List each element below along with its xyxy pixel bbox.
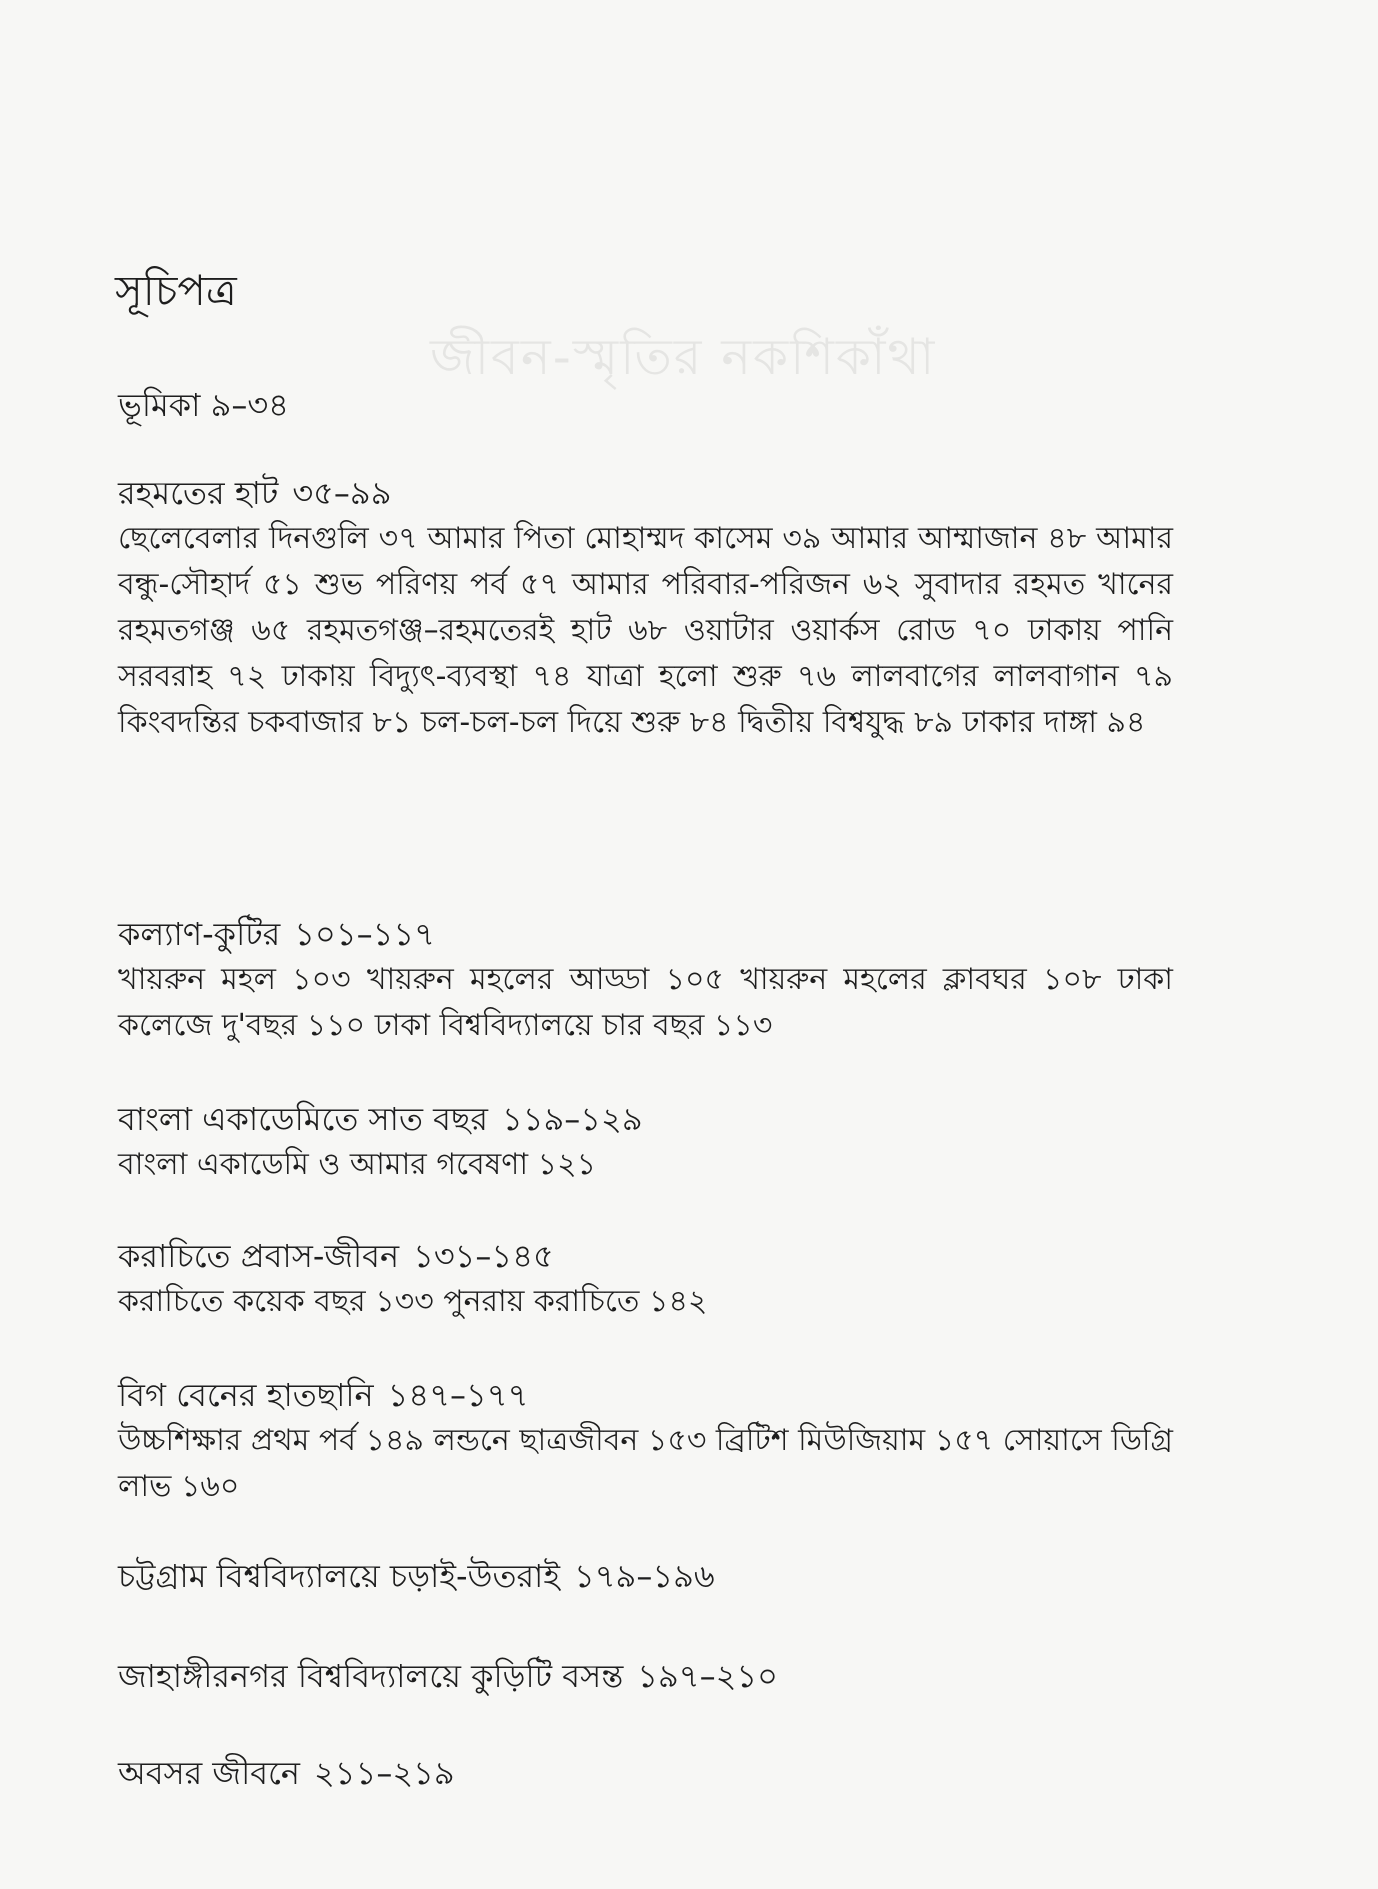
section-title: বাংলা একাডেমিতে সাত বছর xyxy=(118,1100,488,1138)
section-title: চট্টগ্রাম বিশ্ববিদ্যালয়ে চড়াই-উতরাই xyxy=(118,1557,560,1595)
section-title: কল্যাণ-কুটির xyxy=(118,915,281,953)
section-pages: ১০১–১১৭ xyxy=(294,915,435,953)
section-heading xyxy=(118,1555,1173,1597)
section-entries: উচ্চশিক্ষার প্রথম পর্ব ১৪৯ লন্ডনে ছাত্রজীবন ১৫৩ ব্রিটিশ মিউজিয়াম ১৫৭ সোয়াসে ডিগ্রি লাভ ১৬০ xyxy=(118,1423,1173,1504)
section-entries: খায়রুন মহল ১০৩ খায়রুন মহলের আড্ডা ১০৫ খায়রুন মহলের ক্লাবঘর ১০৮ ঢাকা কলেজে দু'বছর ১১০ ঢাকা বিশ্ববিদ্যালয়ে চার বছর ১১৩ xyxy=(118,962,1173,1043)
section-entries: করাচিতে কয়েক বছর ১৩৩ পুনরায় করাচিতে ১৪২ xyxy=(118,1284,708,1319)
toc-section-2 xyxy=(118,913,1173,1049)
section-heading xyxy=(118,1098,1173,1140)
section-entries: ছেলেবেলার দিনগুলি ৩৭ আমার পিতা মোহাম্মদ কাসেম ৩৯ আমার আম্মাজান ৪৮ আমার বন্ধু-সৌহার্দ ৫১ শুভ পরিণয় পর্ব ৫৭ আমার পরিবার-পরিজন ৬২ সুবাদার রহমত খানের রহমতগঞ্জ ৬৫ রহমতগঞ্জ–রহমতেরই হাট ৬৮ ওয়াটার ওয়ার্কস রোড ৭০ ঢাকায় পানি সরবরাহ ৭২ ঢাকায় বিদ্যুৎ-ব্যবস্থা ৭৪ যাত্রা হলো শুরু ৭৬ লালবাগের লালবাগান ৭৯ কিংবদন্তির চকবাজার ৮১ চল-চল-চল দিয়ে শুরু ৮৪ দ্বিতীয় বিশ্বযুদ্ধ ৮৯ ঢাকার দাঙ্গা ৯৪ xyxy=(118,521,1173,740)
toc-section-4 xyxy=(118,1235,1173,1325)
section-heading xyxy=(118,1752,1173,1794)
section-title: রহমতের হাট xyxy=(118,474,279,512)
section-pages: ১৯৭–২১০ xyxy=(637,1657,778,1695)
section-heading xyxy=(118,1655,1173,1697)
section-pages: ১৭৯–১৯৬ xyxy=(573,1557,715,1595)
toc-section-3 xyxy=(118,1098,1173,1188)
toc-section-8 xyxy=(118,1752,1173,1794)
section-entries: বাংলা একাডেমি ও আমার গবেষণা ১২১ xyxy=(118,1147,597,1182)
section-heading xyxy=(118,913,1173,955)
section-pages: ১৩১–১৪৫ xyxy=(413,1237,554,1275)
section-title: অবসর জীবনে xyxy=(118,1754,300,1792)
toc-section-6 xyxy=(118,1555,1173,1597)
section-pages: ১১৯–১২৯ xyxy=(501,1100,643,1138)
section-heading xyxy=(118,1235,1173,1277)
section-pages: ১৪৭–১৭৭ xyxy=(387,1376,529,1414)
section-title: করাচিতে প্রবাস-জীবন xyxy=(118,1237,400,1275)
toc-section-5 xyxy=(118,1374,1173,1510)
section-pages: ২১১–২১৯ xyxy=(314,1754,455,1792)
section-pages: ৩৫–৯৯ xyxy=(292,474,392,512)
section-heading xyxy=(118,472,1173,514)
section-heading xyxy=(118,1374,1173,1416)
toc-section-1 xyxy=(118,472,1173,746)
toc-section-7 xyxy=(118,1655,1173,1697)
section-title: বিগ বেনের হাতছানি xyxy=(118,1376,374,1414)
section-title: জাহাঙ্গীরনগর বিশ্ববিদ্যালয়ে কুড়িটি বসন্ত xyxy=(118,1657,624,1695)
bleed-through-text: জীবন-স্মৃতির নকশিকাঁথা xyxy=(430,328,937,386)
preface-entry: ভূমিকা ৯–৩৪ xyxy=(118,386,289,424)
page-title: সূচিপত্র xyxy=(115,266,237,315)
